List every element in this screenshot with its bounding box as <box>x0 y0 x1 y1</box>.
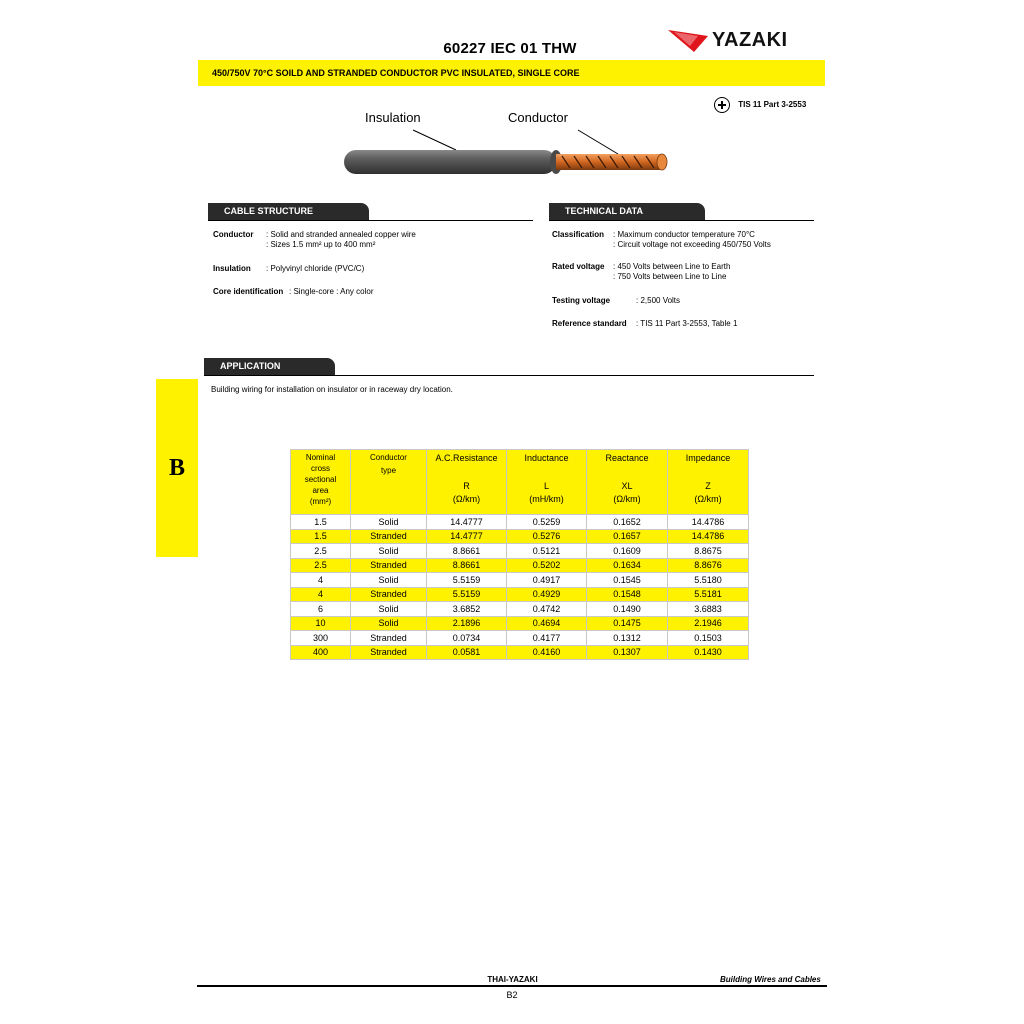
insulation-sheath <box>344 150 556 174</box>
header-impedance: Impedance Z (Ω/km) <box>668 450 749 515</box>
header-inductance: Inductance L (mH/km) <box>507 450 587 515</box>
insulation-label: Insulation <box>365 110 421 125</box>
core-identification-value: : Single-core : Any color <box>289 287 374 296</box>
table-row: 10 Solid 2.1896 0.4694 0.1475 2.1946 <box>291 616 749 631</box>
insulation-pointer <box>413 130 456 150</box>
rated-voltage-line-2: : 750 Volts between Line to Line <box>613 272 727 281</box>
header-reactance: Reactance XL (Ω/km) <box>587 450 668 515</box>
table-row: 2.5 Solid 8.8661 0.5121 0.1609 8.8675 <box>291 544 749 559</box>
testing-voltage-value: : 2,500 Volts <box>636 296 681 305</box>
cable-structure-heading: CABLE STRUCTURE <box>208 203 369 220</box>
subtitle-text: 450/750V 70°C SOILD AND STRANDED CONDUCTOR PVC INSULATED, SINGLE CORE <box>212 68 580 78</box>
testing-voltage-key: Testing voltage <box>552 296 611 305</box>
table-row: 300 Stranded 0.0734 0.4177 0.1312 0.1503 <box>291 631 749 646</box>
table-header-row <box>291 450 749 515</box>
conductor-key: Conductor <box>213 230 254 239</box>
insulation-value: : Polyvinyl chloride (PVC/C) <box>266 264 365 273</box>
insulation-key: Insulation <box>213 264 251 273</box>
standard-mark <box>714 97 806 113</box>
table-row: 1.5 Solid 14.4777 0.5259 0.1652 14.4786 <box>291 515 749 530</box>
application-rule <box>204 375 814 376</box>
classification-line-1: : Maximum conductor temperature 70°C <box>613 230 755 239</box>
standard-mark-text: TIS 11 Part 3-2553 <box>738 100 807 110</box>
page-number: B2 <box>506 990 518 1000</box>
yazaki-logo <box>668 28 828 54</box>
tis-emblem-icon <box>714 97 730 113</box>
cable-structure-rule <box>208 220 533 221</box>
conductor-line-1: : Solid and stranded annealed copper wire <box>266 230 416 239</box>
electrical-properties-table <box>290 449 749 660</box>
core-identification-key: Core identification <box>213 287 284 296</box>
conductor-pointer <box>578 130 618 154</box>
footer-rule <box>197 985 827 987</box>
classification-key: Classification <box>552 230 605 239</box>
technical-data-heading: TECHNICAL DATA <box>549 203 705 220</box>
header-ac-resistance: A.C.Resistance R (Ω/km) <box>427 450 507 515</box>
conductor-label: Conductor <box>508 110 568 125</box>
table-row: 2.5 Stranded 8.8661 0.5202 0.1634 8.8676 <box>291 558 749 573</box>
table-row: 6 Solid 3.6852 0.4742 0.1490 3.6883 <box>291 602 749 617</box>
rated-voltage-line-1: : 450 Volts between Line to Earth <box>613 262 731 271</box>
conductor-line-2: : Sizes 1.5 mm² up to 400 mm² <box>266 240 376 249</box>
table-row: 4 Solid 5.5159 0.4917 0.1545 5.5180 <box>291 573 749 588</box>
header-nominal-area: Nominal cross sectional area (mm²) <box>291 450 351 515</box>
logo-mark-icon <box>668 30 708 52</box>
page-title: 60227 IEC 01 THW <box>443 40 577 57</box>
table-row: 1.5 Stranded 14.4777 0.5276 0.1657 14.4786 <box>291 529 749 544</box>
reference-standard-key: Reference standard <box>552 319 627 328</box>
classification-line-2: : Circuit voltage not exceeding 450/750 Volts <box>613 240 771 249</box>
conductor-tip <box>657 154 667 170</box>
footer-category: Building Wires and Cables <box>720 975 821 984</box>
application-text: Building wiring for installation on insulator or in raceway dry location. <box>211 385 453 394</box>
application-heading: APPLICATION <box>204 358 335 375</box>
footer-company: THAI-YAZAKI <box>487 975 538 984</box>
reference-standard-value: : TIS 11 Part 3-2553, Table 1 <box>636 319 738 328</box>
section-letter: B <box>168 455 185 481</box>
cable-illustration <box>338 120 678 182</box>
table-row: 4 Stranded 5.5159 0.4929 0.1548 5.5181 <box>291 587 749 602</box>
section-side-tab <box>156 379 198 557</box>
rated-voltage-key: Rated voltage <box>552 262 605 271</box>
logo-wordmark: YAZAKI <box>712 29 788 51</box>
header-conductor-type: Conductor type <box>351 450 427 515</box>
subtitle-band <box>198 60 825 86</box>
table-row: 400 Stranded 0.0581 0.4160 0.1307 0.1430 <box>291 645 749 660</box>
technical-data-rule <box>549 220 814 221</box>
